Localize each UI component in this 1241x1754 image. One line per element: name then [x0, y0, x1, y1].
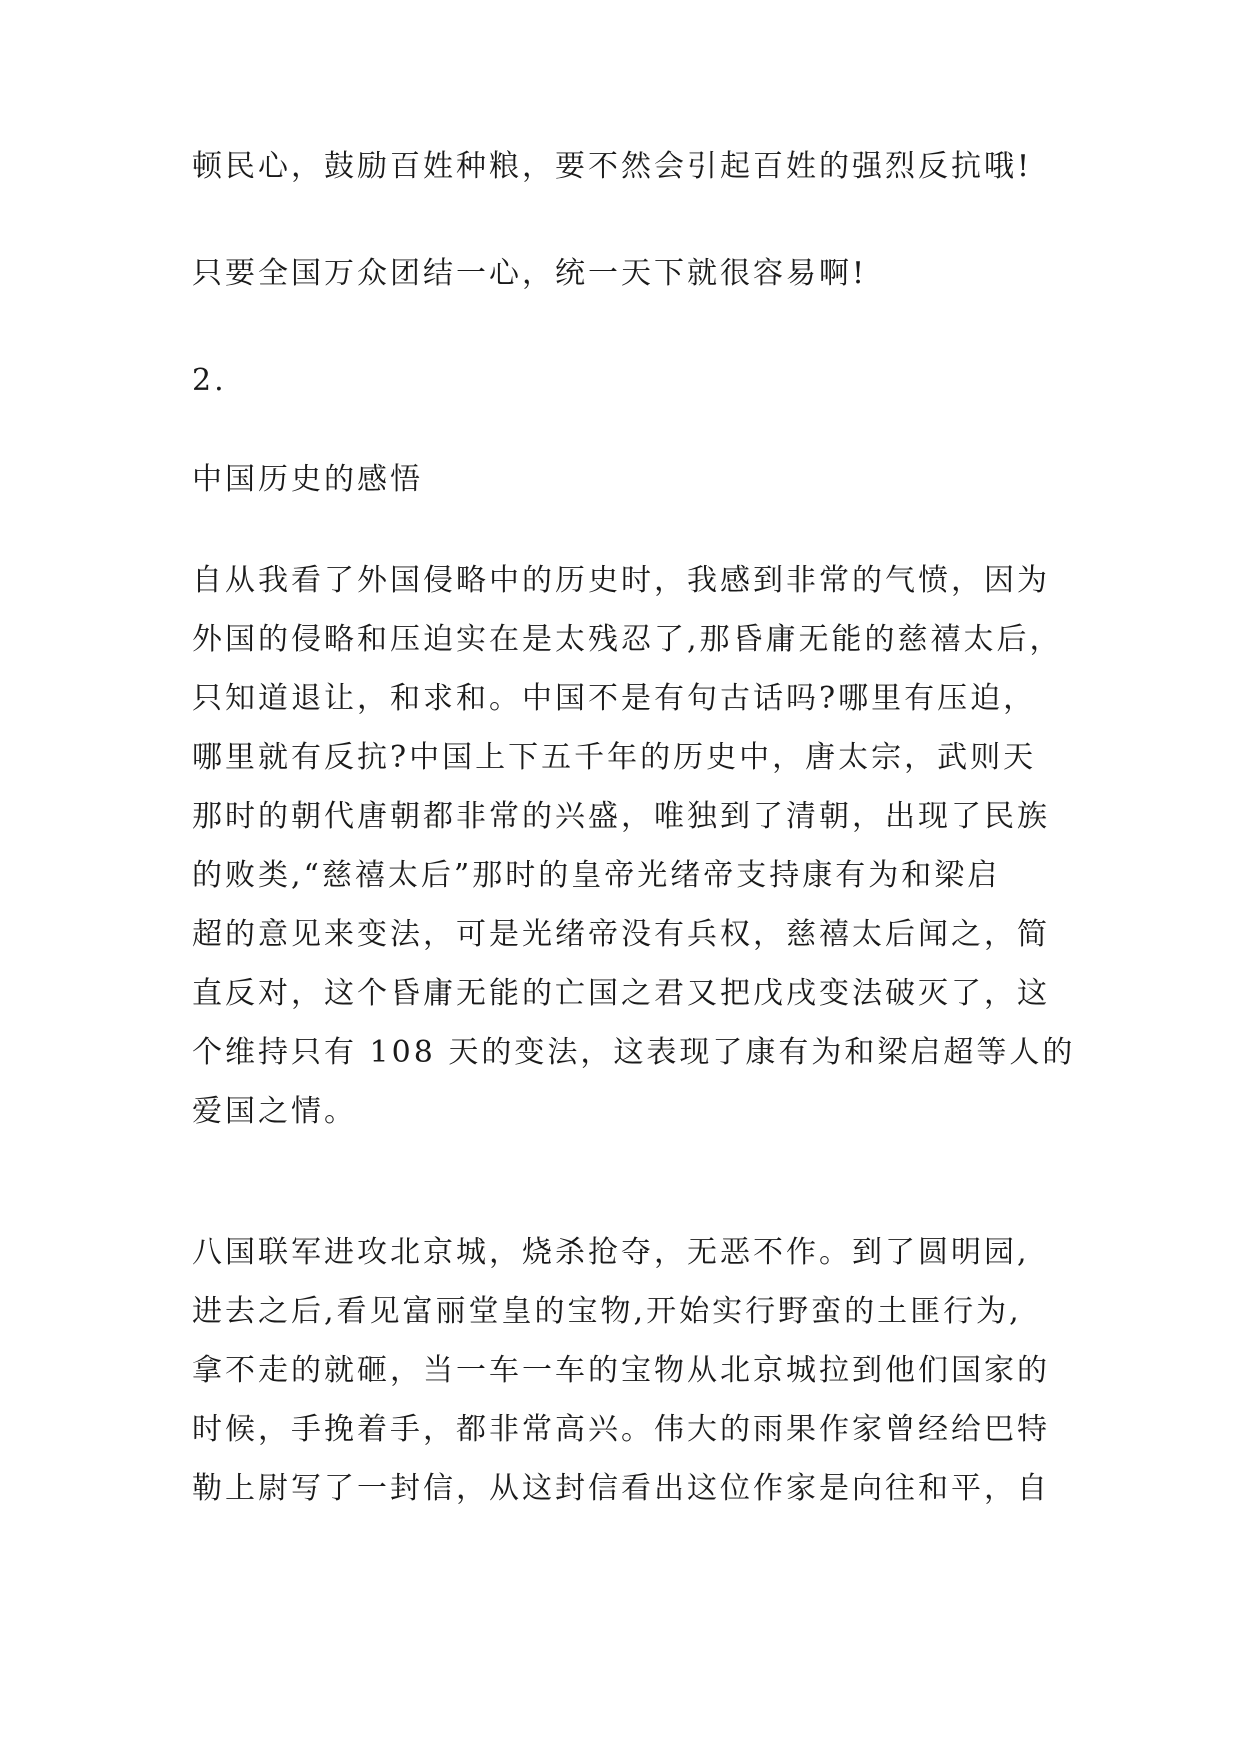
text-line: 2.	[192, 363, 227, 398]
text-line: 拿不走的就砸，当一车一车的宝物从北京城拉到他们国家的	[192, 1353, 1050, 1388]
text-line: 勒上尉写了一封信，从这封信看出这位作家是向往和平，自	[192, 1471, 1050, 1506]
text-line: 直反对，这个昏庸无能的亡国之君又把戊戌变法破灭了，这	[192, 976, 1050, 1011]
text-line: 进去之后,看见富丽堂皇的宝物,开始实行野蛮的土匪行为,	[192, 1294, 1022, 1329]
text-line: 爱国之情。	[192, 1094, 357, 1129]
text-line: 个维持只有 108 天的变法，这表现了康有为和梁启超等人的	[192, 1035, 1076, 1070]
paragraph	[192, 137, 1062, 196]
section-number	[192, 351, 1062, 410]
text-line: 自从我看了外国侵略中的历史时，我感到非常的气愤，因为	[192, 563, 1050, 598]
text-line: 八国联军进攻北京城，烧杀抢夺，无恶不作。到了圆明园,	[192, 1235, 1030, 1270]
text-line: 时候，手挽着手，都非常高兴。伟大的雨果作家曾经给巴特	[192, 1412, 1050, 1447]
text-line: 哪里就有反抗?中国上下五千年的历史中，唐太宗，武则天	[192, 740, 1037, 775]
text-line: 顿民心，鼓励百姓种粮，要不然会引起百姓的强烈反抗哦!	[192, 149, 1033, 184]
paragraph	[192, 244, 1062, 303]
section-title	[192, 450, 1062, 509]
text-line: 超的意见来变法，可是光绪帝没有兵权，慈禧太后闻之，简	[192, 917, 1050, 952]
text-line: 只知道退让，和求和。中国不是有句古话吗?哪里有压迫，	[192, 681, 1037, 716]
text-line: 的败类,“慈禧太后”那时的皇帝光绪帝支持康有为和梁启	[192, 858, 1001, 893]
text-line: 只要全国万众团结一心，统一天下就很容易啊!	[192, 256, 868, 291]
text-line: 中国历史的感悟	[192, 462, 423, 497]
text-line: 那时的朝代唐朝都非常的兴盛，唯独到了清朝，出现了民族	[192, 799, 1050, 834]
paragraph	[192, 551, 1076, 1141]
text-line: 外国的侵略和压迫实在是太残忍了,那昏庸无能的慈禧太后，	[192, 622, 1063, 657]
paragraph	[192, 1223, 1062, 1518]
